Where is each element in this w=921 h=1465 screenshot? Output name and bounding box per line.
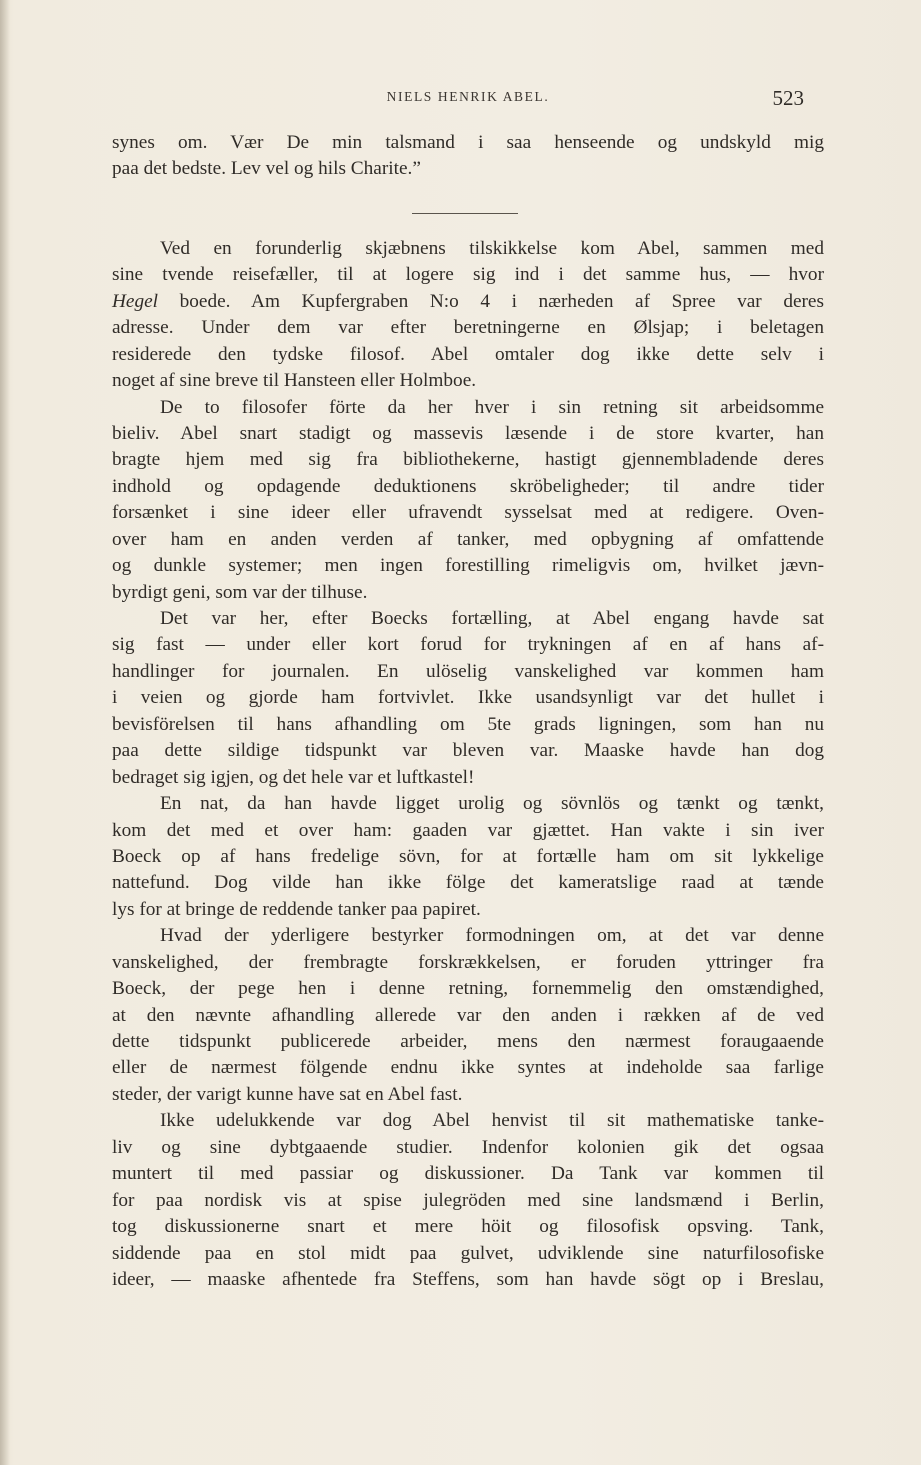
text-line: eller de nærmest fölgende endnu ikke syntes at indeholde saa farlige: [112, 1057, 824, 1079]
section-divider: [112, 183, 824, 236]
text-line: Det var her, efter Boecks fortælling, at Abel engang havde sat: [160, 608, 824, 629]
text-line: sig fast — under eller kort forud for trykningen af en af hans af-: [112, 634, 824, 656]
text-line: kom det med et over ham: gaaden var gjættet. Han vakte i sin iver: [112, 819, 824, 841]
text-line: noget af sine breve til Hansteen eller Holmboe.: [112, 370, 477, 392]
italic-name-hegel: Hegel: [112, 290, 159, 312]
text-line: residerede den tydske filosof. Abel omtaler dog ikke dette selv i: [112, 343, 824, 365]
text-line: for paa nordisk vis at spise julegröden med sine landsmænd i Berlin,: [112, 1189, 824, 1211]
text-line: synes om. Vær De min talsmand i saa henseende og undskyld mig: [112, 132, 824, 153]
text-line: tog diskussionerne snart et mere höit og filosofisk opsving. Tank,: [112, 1216, 824, 1238]
text-line: bieliv. Abel snart stadigt og massevis læsende i de store kvarter, han: [112, 422, 824, 444]
text-line: bedraget sig igjen, og det hele var et luftkastel!: [112, 766, 475, 788]
text-line: Hvad der yderligere bestyrker formodningen om, at det var denne: [160, 925, 824, 947]
page-edge-shadow: [0, 0, 10, 1465]
text-line: De to filosofer förte da her hver i sin retning sit arbeidsomme: [160, 396, 824, 418]
running-header: [112, 86, 824, 112]
text-line: byrdigt geni, som var der tilhuse.: [112, 581, 368, 603]
text-line: indhold og opdagende deduktionens skröbeligheder; til andre tider: [112, 475, 824, 497]
text-line: at den nævnte afhandling allerede var den anden i rækken af de ved: [112, 1004, 824, 1026]
divider-rule: [412, 213, 518, 214]
text-line: adresse. Under dem var efter beretningerne en Ølsjap; i beletagen: [112, 317, 824, 339]
text-line: Boeck, der pege hen i denne retning, fornemmelig den omstændighed,: [112, 978, 824, 1000]
text-line: bragte hjem med sig fra bibliothekerne, hastigt gjennembladende deres: [112, 449, 824, 471]
text-line: muntert til med passiar og diskussioner. Da Tank var kommen til: [112, 1163, 824, 1185]
text-line: Ikke udelukkende var dog Abel henvist til sit mathematiske tanke-: [160, 1110, 824, 1132]
text-line: og dunkle systemer; men ingen forestilling rimeligvis om, hvilket jævn-: [112, 555, 824, 577]
text-line: vanskelighed, der frembragte forskrækkelsen, er foruden yttringer fra: [112, 951, 824, 973]
page-number: 523: [772, 86, 804, 110]
text-line-rest: boede. Am Kupfergraben N:o 4 i nærheden af Spree var deres: [158, 290, 824, 312]
text-line: steder, der varigt kunne have sat en Abel fast.: [112, 1083, 463, 1105]
text-line: handlinger for journalen. En ulöselig vanskelighed var kommen ham: [112, 660, 824, 682]
body-text: [112, 130, 824, 1293]
text-line: i veien og gjorde ham fortvivlet. Ikke usandsynligt var det hullet i: [112, 687, 824, 709]
text-line: Ved en forunderlig skjæbnens tilskikkelse kom Abel, sammen med: [160, 237, 824, 259]
text-line: nattefund. Dog vilde han ikke fölge det kameratslige raad at tænde: [112, 872, 824, 894]
text-line: lys for at bringe de reddende tanker paa papiret.: [112, 898, 481, 920]
text-line: En nat, da han havde ligget urolig og sövnlös og tænkt og tænkt,: [160, 793, 824, 815]
text-line: bevisförelsen til hans afhandling om 5te grads ligningen, som han nu: [112, 713, 824, 735]
text-line: Boeck op af hans fredelige sövn, for at fortælle ham om sit lykkelige: [112, 845, 824, 867]
text-line: ideer, — maaske afhentede fra Steffens, som han havde sögt op i Breslau,: [112, 1268, 824, 1290]
text-line: over ham en anden verden af tanker, med opbygning af omfattende: [112, 528, 824, 550]
text-line-hegel: [112, 289, 824, 315]
text-line: dette tidspunkt publicerede arbeider, mens den nærmest foraugaaende: [112, 1031, 824, 1052]
text-line: forsænket i sine ideer eller ufravendt sysselsat med at redigere. Oven-: [112, 502, 824, 524]
running-title: NIELS HENRIK ABEL.: [386, 89, 550, 104]
text-line: siddende paa en stol midt paa gulvet, udviklende sine naturfilosofiske: [112, 1242, 824, 1264]
text-line: paa dette sildige tidspunkt var bleven var. Maaske havde han dog: [112, 740, 824, 762]
text-line: liv og sine dybtgaaende studier. Indenfor kolonien gik det ogsaa: [112, 1136, 824, 1158]
text-line: sine tvende reisefæller, til at logere sig ind i det samme hus, — hvor: [112, 264, 824, 286]
text-line: paa det bedste. Lev vel og hils Charite.”: [112, 158, 421, 180]
